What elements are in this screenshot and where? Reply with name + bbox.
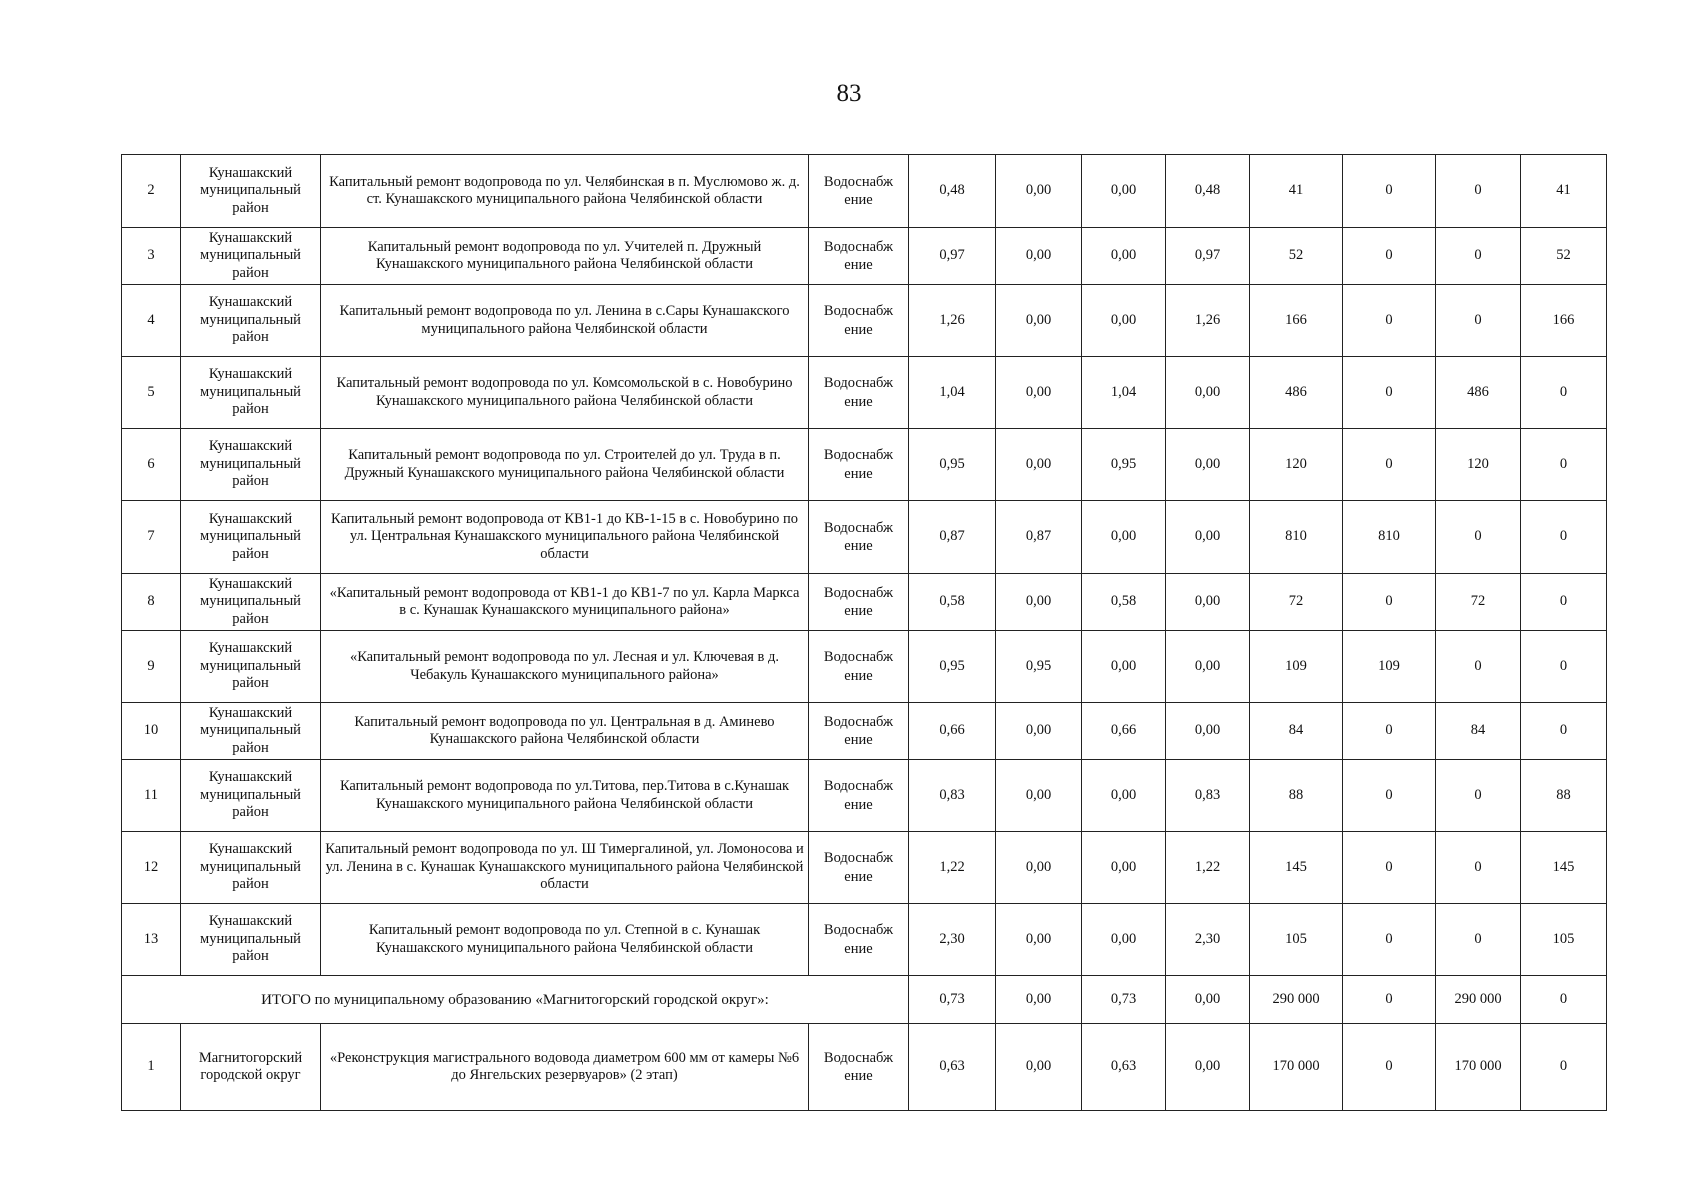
cell-type: Водоснабж ение (809, 703, 909, 760)
cell-v6: 0 (1343, 703, 1436, 760)
cell-num: 11 (122, 760, 181, 832)
cell-v7: 72 (1436, 574, 1521, 631)
cell-v3: 0,00 (1082, 631, 1166, 703)
cell-district: Кунашакский муниципальный район (181, 832, 321, 904)
table-row (122, 574, 1607, 631)
cell-v7: 0 (1436, 155, 1521, 228)
cell-v6: 0 (1343, 760, 1436, 832)
cell-v1: 0,97 (909, 228, 996, 285)
cell-num: 13 (122, 904, 181, 976)
cell-num: 4 (122, 285, 181, 357)
cell-v6: 0 (1343, 832, 1436, 904)
cell-district: Кунашакский муниципальный район (181, 228, 321, 285)
table-row (122, 631, 1607, 703)
cell-v7: 120 (1436, 429, 1521, 501)
cell-v1: 2,30 (909, 904, 996, 976)
cell-v2: 0,00 (996, 1024, 1082, 1111)
cell-description: «Реконструкция магистрального водовода диаметром 600 мм от камеры №6 до Янгельских резервуаров» (2 этап) (321, 1024, 809, 1111)
cell-district: Кунашакский муниципальный район (181, 501, 321, 574)
total-label: ИТОГО по муниципальному образованию «Магнитогорский городской округ»: (122, 976, 909, 1024)
cell-v8: 52 (1521, 228, 1607, 285)
cell-type: Водоснабж ение (809, 832, 909, 904)
cell-v7: 486 (1436, 357, 1521, 429)
total-v2: 0,00 (996, 976, 1082, 1024)
cell-v3: 0,95 (1082, 429, 1166, 501)
cell-v7: 0 (1436, 631, 1521, 703)
cell-v7: 0 (1436, 501, 1521, 574)
cell-type: Водоснабж ение (809, 760, 909, 832)
cell-v7: 84 (1436, 703, 1521, 760)
total-v6: 0 (1343, 976, 1436, 1024)
cell-num: 9 (122, 631, 181, 703)
cell-num: 5 (122, 357, 181, 429)
cell-v8: 105 (1521, 904, 1607, 976)
cell-description: Капитальный ремонт водопровода по ул. Ленина в с.Сары Кунашакского муниципального района Челябинской области (321, 285, 809, 357)
cell-v6: 0 (1343, 1024, 1436, 1111)
cell-v2: 0,00 (996, 904, 1082, 976)
cell-v1: 0,95 (909, 631, 996, 703)
cell-v6: 0 (1343, 155, 1436, 228)
cell-description: Капитальный ремонт водопровода по ул. Учителей п. Дружный Кунашакского муниципального района Челябинской области (321, 228, 809, 285)
cell-v5: 109 (1250, 631, 1343, 703)
table-row (122, 429, 1607, 501)
table-row (122, 357, 1607, 429)
cell-v2: 0,00 (996, 155, 1082, 228)
cell-num: 10 (122, 703, 181, 760)
cell-v7: 0 (1436, 760, 1521, 832)
cell-v7: 170 000 (1436, 1024, 1521, 1111)
cell-v4: 0,48 (1166, 155, 1250, 228)
cell-district: Кунашакский муниципальный район (181, 155, 321, 228)
cell-v3: 0,00 (1082, 832, 1166, 904)
cell-v2: 0,00 (996, 703, 1082, 760)
table-row (122, 501, 1607, 574)
cell-num: 6 (122, 429, 181, 501)
cell-description: Капитальный ремонт водопровода по ул.Титова, пер.Титова в с.Кунашак Кунашакского муниципального района Челябинской области (321, 760, 809, 832)
cell-v7: 0 (1436, 228, 1521, 285)
cell-v5: 52 (1250, 228, 1343, 285)
cell-v3: 0,00 (1082, 904, 1166, 976)
cell-v3: 0,00 (1082, 501, 1166, 574)
cell-v3: 0,00 (1082, 285, 1166, 357)
cell-v2: 0,87 (996, 501, 1082, 574)
table-row (122, 228, 1607, 285)
cell-type: Водоснабж ение (809, 501, 909, 574)
cell-district: Кунашакский муниципальный район (181, 285, 321, 357)
total-v1: 0,73 (909, 976, 996, 1024)
cell-description: Капитальный ремонт водопровода по ул. Строителей до ул. Труда в п. Дружный Кунашакского муниципального района Челябинской области (321, 429, 809, 501)
total-v5: 290 000 (1250, 976, 1343, 1024)
cell-v4: 0,83 (1166, 760, 1250, 832)
cell-v2: 0,00 (996, 357, 1082, 429)
cell-v8: 0 (1521, 631, 1607, 703)
cell-district: Кунашакский муниципальный район (181, 631, 321, 703)
cell-v3: 1,04 (1082, 357, 1166, 429)
cell-description: Капитальный ремонт водопровода по ул. Челябинская в п. Муслюмово ж. д. ст. Кунашакского муниципального района Челябинской области (321, 155, 809, 228)
cell-v5: 170 000 (1250, 1024, 1343, 1111)
cell-district: Кунашакский муниципальный район (181, 429, 321, 501)
table-row (122, 760, 1607, 832)
cell-v5: 105 (1250, 904, 1343, 976)
cell-v5: 41 (1250, 155, 1343, 228)
cell-v4: 0,00 (1166, 703, 1250, 760)
cell-description: Капитальный ремонт водопровода по ул. Комсомольской в с. Новобурино Кунашакского муниципального района Челябинской области (321, 357, 809, 429)
cell-v1: 0,87 (909, 501, 996, 574)
cell-v7: 0 (1436, 904, 1521, 976)
cell-v4: 0,00 (1166, 574, 1250, 631)
cell-v3: 0,00 (1082, 155, 1166, 228)
cell-v3: 0,00 (1082, 760, 1166, 832)
cell-district: Магнитогорский городской округ (181, 1024, 321, 1111)
cell-v6: 810 (1343, 501, 1436, 574)
cell-type: Водоснабж ение (809, 155, 909, 228)
cell-type: Водоснабж ение (809, 228, 909, 285)
cell-v6: 109 (1343, 631, 1436, 703)
cell-v2: 0,00 (996, 832, 1082, 904)
cell-district: Кунашакский муниципальный район (181, 703, 321, 760)
cell-district: Кунашакский муниципальный район (181, 760, 321, 832)
table-row (122, 155, 1607, 228)
table-row (122, 832, 1607, 904)
cell-v4: 1,22 (1166, 832, 1250, 904)
cell-v5: 72 (1250, 574, 1343, 631)
cell-v5: 486 (1250, 357, 1343, 429)
cell-v6: 0 (1343, 228, 1436, 285)
cell-description: «Капитальный ремонт водопровода от КВ1-1 до КВ1-7 по ул. Карла Маркса в с. Кунашак Кунашакского муниципального района» (321, 574, 809, 631)
cell-num: 3 (122, 228, 181, 285)
cell-type: Водоснабж ение (809, 574, 909, 631)
cell-v1: 1,04 (909, 357, 996, 429)
cell-v5: 84 (1250, 703, 1343, 760)
cell-v3: 0,58 (1082, 574, 1166, 631)
table-row (122, 904, 1607, 976)
cell-num: 2 (122, 155, 181, 228)
cell-v8: 41 (1521, 155, 1607, 228)
cell-num: 12 (122, 832, 181, 904)
cell-district: Кунашакский муниципальный район (181, 574, 321, 631)
cell-v3: 0,63 (1082, 1024, 1166, 1111)
cell-v2: 0,00 (996, 574, 1082, 631)
cell-type: Водоснабж ение (809, 904, 909, 976)
cell-v4: 0,97 (1166, 228, 1250, 285)
cell-v2: 0,00 (996, 228, 1082, 285)
cell-v4: 0,00 (1166, 1024, 1250, 1111)
cell-type: Водоснабж ение (809, 429, 909, 501)
cell-v5: 810 (1250, 501, 1343, 574)
cell-description: Капитальный ремонт водопровода по ул. Степной в с. Кунашак Кунашакского муниципального района Челябинской области (321, 904, 809, 976)
cell-v8: 0 (1521, 501, 1607, 574)
cell-v8: 0 (1521, 429, 1607, 501)
cell-description: Капитальный ремонт водопровода по ул. Центральная в д. Аминево Кунашакского района Челябинской области (321, 703, 809, 760)
table-body (122, 155, 1607, 1111)
total-v3: 0,73 (1082, 976, 1166, 1024)
cell-v4: 0,00 (1166, 501, 1250, 574)
cell-type: Водоснабж ение (809, 1024, 909, 1111)
cell-v1: 0,95 (909, 429, 996, 501)
cell-num: 7 (122, 501, 181, 574)
cell-type: Водоснабж ение (809, 357, 909, 429)
cell-v1: 0,48 (909, 155, 996, 228)
cell-v4: 0,00 (1166, 631, 1250, 703)
cell-v4: 1,26 (1166, 285, 1250, 357)
cell-num: 1 (122, 1024, 181, 1111)
cell-description: Капитальный ремонт водопровода по ул. Ш Тимергалиной, ул. Ломоносова и ул. Ленина в с. Кунашак Кунашакского муниципального района Челябинской области (321, 832, 809, 904)
cell-type: Водоснабж ение (809, 631, 909, 703)
cell-district: Кунашакский муниципальный район (181, 357, 321, 429)
cell-v7: 0 (1436, 832, 1521, 904)
cell-v6: 0 (1343, 904, 1436, 976)
table-row (122, 285, 1607, 357)
cell-v2: 0,00 (996, 760, 1082, 832)
cell-v6: 0 (1343, 357, 1436, 429)
cell-v2: 0,00 (996, 285, 1082, 357)
cell-v1: 0,83 (909, 760, 996, 832)
cell-v2: 0,00 (996, 429, 1082, 501)
cell-v6: 0 (1343, 574, 1436, 631)
total-v4: 0,00 (1166, 976, 1250, 1024)
cell-description: Капитальный ремонт водопровода от КВ1-1 до КВ-1-15 в с. Новобурино по ул. Центральная Кунашакского муниципального района Челябинской области (321, 501, 809, 574)
cell-type: Водоснабж ение (809, 285, 909, 357)
cell-district: Кунашакский муниципальный район (181, 904, 321, 976)
cell-v8: 166 (1521, 285, 1607, 357)
page-number: 83 (836, 80, 862, 107)
cell-v1: 0,63 (909, 1024, 996, 1111)
cell-v1: 0,66 (909, 703, 996, 760)
cell-v7: 0 (1436, 285, 1521, 357)
cell-v6: 0 (1343, 285, 1436, 357)
cell-description: «Капитальный ремонт водопровода по ул. Лесная и ул. Ключевая в д. Чебакуль Кунашакского муниципального района» (321, 631, 809, 703)
total-row (122, 976, 1607, 1024)
cell-v1: 1,22 (909, 832, 996, 904)
cell-v8: 88 (1521, 760, 1607, 832)
table-row (122, 703, 1607, 760)
cell-v3: 0,66 (1082, 703, 1166, 760)
cell-v8: 0 (1521, 357, 1607, 429)
cell-v4: 2,30 (1166, 904, 1250, 976)
cell-v5: 166 (1250, 285, 1343, 357)
cell-v4: 0,00 (1166, 429, 1250, 501)
total-v8: 0 (1521, 976, 1607, 1024)
cell-v5: 88 (1250, 760, 1343, 832)
table-row-final (122, 1024, 1607, 1111)
cell-v8: 0 (1521, 703, 1607, 760)
cell-v8: 145 (1521, 832, 1607, 904)
total-v7: 290 000 (1436, 976, 1521, 1024)
cell-v6: 0 (1343, 429, 1436, 501)
cell-v8: 0 (1521, 1024, 1607, 1111)
cell-v1: 0,58 (909, 574, 996, 631)
cell-v4: 0,00 (1166, 357, 1250, 429)
cell-v1: 1,26 (909, 285, 996, 357)
cell-v5: 145 (1250, 832, 1343, 904)
projects-table (121, 154, 1607, 1111)
cell-num: 8 (122, 574, 181, 631)
cell-v2: 0,95 (996, 631, 1082, 703)
cell-v5: 120 (1250, 429, 1343, 501)
cell-v8: 0 (1521, 574, 1607, 631)
cell-v3: 0,00 (1082, 228, 1166, 285)
